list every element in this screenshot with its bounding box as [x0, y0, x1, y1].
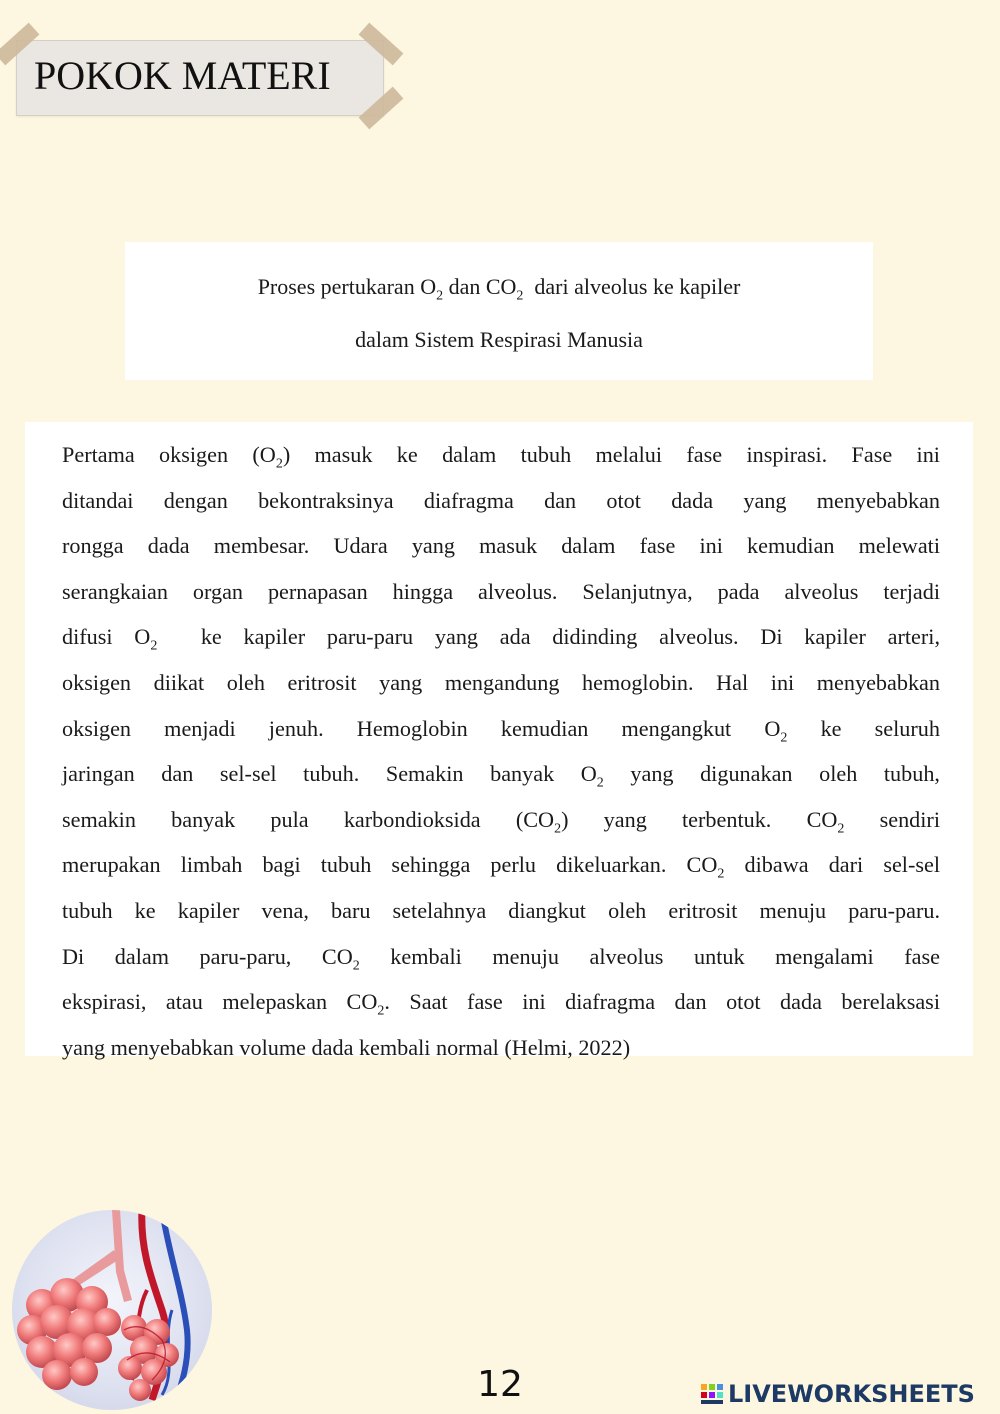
paragraph-line-11: tubuh ke kapiler vena, baru setelahnya diangkut oleh eritrosit menuju paru-paru.: [62, 897, 940, 923]
paragraph-line-9: semakin banyak pula karbondioksida $(CO_2)$ yang terbentuk. $CO_2$ sendiri: [62, 806, 940, 837]
caption-text: dan CO: [443, 274, 517, 299]
paragraph-line-2: ditandai dengan bekontraksinya diafragma dan otot dada yang menyebabkan: [62, 487, 940, 513]
paragraph-line-14: yang menyebabkan volume dada kembali normal (Helmi, 2022): [62, 1034, 631, 1060]
caption-line-1: [125, 265, 873, 318]
caption-subscript: 2: [516, 288, 524, 304]
alveoli-illustration: [12, 1210, 212, 1410]
caption-line-2: dalam Sistem Respirasi Manusia: [355, 327, 643, 353]
paragraph-line-3: rongga dada membesar. Udara yang masuk dalam fase ini kemudian melewati: [62, 533, 940, 559]
paragraph-line-4: serangkaian organ pernapasan hingga alveolus. Selanjutnya, pada alveolus terjadi: [62, 578, 940, 604]
caption-subscript: 2: [436, 288, 444, 304]
liveworksheets-brand-text: LIVEWORKSHEETS: [728, 1380, 975, 1408]
page-number: 12: [477, 1364, 523, 1405]
liveworksheets-logo-icon: [700, 1382, 724, 1406]
alveoli-icon: [12, 1210, 212, 1410]
caption-text: dari alveolus ke kapiler: [523, 274, 741, 299]
content-paragraph-box: [25, 422, 973, 1060]
figure-caption: [125, 242, 873, 380]
content-paragraph: [62, 432, 940, 1070]
paragraph-line-10: merupakan limbah bagi tubuh sehingga perlu dikeluarkan. $CO_2$ dibawa dari sel-sel: [62, 852, 941, 882]
paragraph-line-12: Di dalam paru-paru, $CO_2$ kembali menuju alveolus untuk mengalami fase: [62, 943, 940, 973]
page-title: POKOK MATERI: [34, 53, 331, 98]
paragraph-line-5: difusi $O_2$ ke kapiler paru-paru yang ada didinding alveolus. Di kapiler arteri,: [62, 624, 940, 654]
paragraph-line-6: oksigen diikat oleh eritrosit yang mengandung hemoglobin. Hal ini menyebabkan: [62, 669, 940, 695]
paragraph-line-1: Pertama oksigen $(O_2)$ masuk ke dalam tubuh melalui fase inspirasi. Fase ini: [62, 442, 940, 472]
liveworksheets-brand[interactable]: [700, 1380, 975, 1408]
paragraph-line-8: jaringan dan sel-sel tubuh. Semakin banyak $O_2$ yang digunakan oleh tubuh,: [62, 761, 940, 791]
paragraph-line-13: ekspirasi, atau melepaskan $CO_2$. Saat fase ini diafragma dan otot dada berelaksasi: [62, 989, 940, 1019]
paragraph-line-7: oksigen menjadi jenuh. Hemoglobin kemudian mengangkut $O_2$ ke seluruh: [62, 715, 940, 745]
caption-text: Proses pertukaran O: [257, 274, 437, 299]
